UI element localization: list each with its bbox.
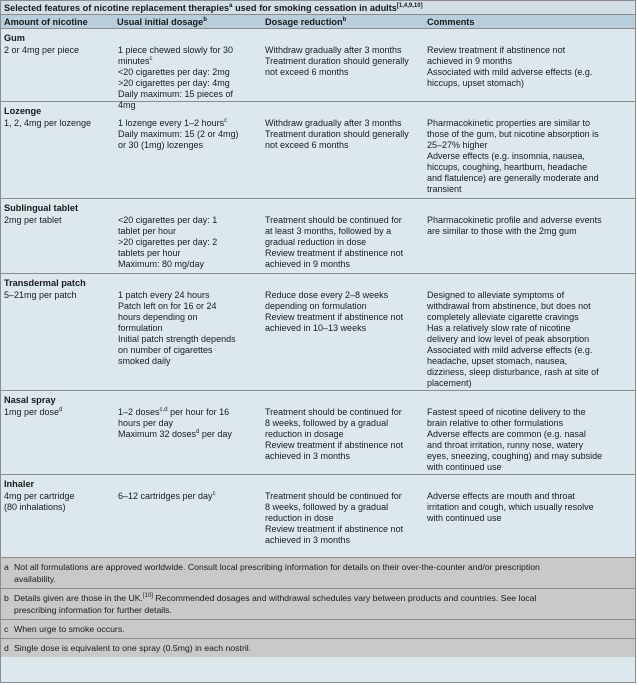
table-row bbox=[1, 115, 635, 195]
dosage-cell: 1 patch every 24 hours Patch left on for 16 or 24 hours depending on formulation Initial patch strength depends on number of cigarettes smoked daily bbox=[118, 290, 236, 366]
footnotes bbox=[1, 558, 635, 657]
section-nasal-spray bbox=[1, 391, 635, 475]
dosage-cell: <20 cigarettes per day: 1 tablet per hour >20 cigarettes per day: 2 tablets per hour Maximum: 80 mg/day bbox=[118, 215, 218, 269]
table-title bbox=[1, 1, 635, 15]
footnote-d: d Single dose is equivalent to one spray (0.5mg) in each nostril. bbox=[4, 643, 252, 653]
table-row bbox=[1, 404, 635, 473]
section-name: Inhaler bbox=[4, 479, 35, 489]
amount-cell: 4mg per cartridge (80 inhalations) bbox=[4, 491, 75, 512]
comments-cell: Designed to alleviate symptoms of withdrawal from abstinence, but does not completely alleviate cigarette cravings Has a relatively slow rate of nicotine delivery and low level of peak absorption Associated with mild adverse effects (e.g. headache, upset stomach, nausea, dizziness, sleep disturbance, rash at site of placement) bbox=[427, 290, 599, 388]
reduction-cell: Reduce dose every 2–8 weeks depending on formulation Review treatment if abstinence not achieved in 10–13 weeks bbox=[265, 290, 404, 333]
table-row bbox=[1, 212, 635, 270]
amount-cell: 5–21mg per patch bbox=[4, 290, 77, 300]
dosage-cell: 1 piece chewed slowly for 30 minutes$^c$ <20 cigarettes per day: 2mg >20 cigarettes per day: 4mg Daily maximum: 15 pieces of 4mg bbox=[118, 45, 234, 110]
section-name: Sublingual tablet bbox=[4, 203, 79, 213]
header-reduction: Dosage reduction$^b$ bbox=[265, 16, 347, 27]
title-tail: used for smoking cessation in adults bbox=[232, 3, 397, 13]
header-dosage: Usual initial dosage$^b$ bbox=[117, 16, 207, 27]
section-name: Lozenge bbox=[4, 106, 42, 116]
table-header bbox=[1, 15, 635, 29]
title-main: Selected features of nicotine replacement therapies bbox=[4, 3, 230, 13]
footnote-b: b Details given are those in the UK.[10] Recommended dosages and withdrawal schedules vary between products and countries. See local prescribing information for further details. bbox=[1, 589, 635, 620]
header-amount: Amount of nicotine bbox=[4, 17, 88, 27]
table-row bbox=[1, 42, 635, 111]
comments-cell: Fastest speed of nicotine delivery to the brain relative to other formulations Adverse effects are common (e.g. nasal and throat irritation, runny nose, watery eyes, sneezing, coughing) and may subside with continued use bbox=[427, 407, 603, 472]
comments-cell: Pharmacokinetic properties are similar to those of the gum, but nicotine absorption is 25–27% higher Adverse effects (e.g. insomnia, nausea, hiccups, coughing, heartburn, headache and flatulence) are generally moderate and transient bbox=[427, 118, 599, 194]
comments-cell: Pharmacokinetic profile and adverse events are similar to those with the 2mg gum bbox=[427, 215, 602, 236]
reduction-cell: Withdraw gradually after 3 months Treatment duration should generally not exceed 6 months bbox=[265, 118, 409, 150]
header-comments: Comments bbox=[427, 17, 475, 27]
comments-cell: Review treatment if abstinence not achieved in 9 months Associated with mild adverse effects (e.g. hiccups, upset stomach) bbox=[427, 45, 593, 88]
amount-cell: 2 or 4mg per piece bbox=[4, 45, 80, 55]
table-row bbox=[1, 287, 635, 389]
dosage-cell: 6–12 cartridges per day$^c$ bbox=[118, 491, 216, 501]
amount-cell: 1mg per dose$^d$ bbox=[4, 407, 63, 417]
section-gum bbox=[1, 29, 635, 110]
table-row bbox=[1, 488, 635, 546]
section-lozenge bbox=[1, 102, 635, 199]
section-inhaler bbox=[1, 475, 635, 558]
reduction-cell: Treatment should be continued for 8 weeks, followed by a gradual reduction in dose Review treatment if abstinence not achieved in 3 months bbox=[265, 491, 404, 545]
title-footnote-ref: a bbox=[229, 2, 233, 9]
section-transdermal-patch bbox=[1, 274, 635, 391]
section-name: Gum bbox=[4, 33, 25, 43]
footnote-a: a Not all formulations are approved worldwide. Consult local prescribing information for details on their over-the-counter and/or prescription availability. bbox=[1, 558, 635, 589]
amount-cell: 1, 2, 4mg per lozenge bbox=[4, 118, 92, 128]
footnote-c: c When urge to smoke occurs. bbox=[1, 620, 635, 639]
reduction-cell: Treatment should be continued for at least 3 months, followed by a gradual reduction in dose Review treatment if abstinence not achieved in 9 months bbox=[265, 215, 404, 269]
section-sublingual-tablet bbox=[1, 199, 635, 274]
dosage-cell: 1–2 doses$^{c,d}$ per hour for 16 hours per day Maximum 32 doses$^d$ per day bbox=[118, 407, 232, 439]
amount-cell: 2mg per tablet bbox=[4, 215, 62, 225]
reduction-cell: Treatment should be continued for 8 weeks, followed by a gradual reduction in dosage Review treatment if abstinence not achieved in 3 months bbox=[265, 407, 404, 461]
title-refs: [1,4,9,10] bbox=[396, 2, 423, 9]
section-name: Transdermal patch bbox=[4, 278, 86, 288]
comments-cell: Adverse effects are mouth and throat irritation and cough, which usually resolve with continued use bbox=[427, 491, 594, 523]
section-name: Nasal spray bbox=[4, 395, 56, 405]
reduction-cell: Withdraw gradually after 3 months Treatment duration should generally not exceed 6 months bbox=[265, 45, 409, 77]
dosage-cell: 1 lozenge every 1–2 hours$^c$ Daily maximum: 15 (2 or 4mg) or 30 (1mg) lozenges bbox=[118, 118, 239, 150]
